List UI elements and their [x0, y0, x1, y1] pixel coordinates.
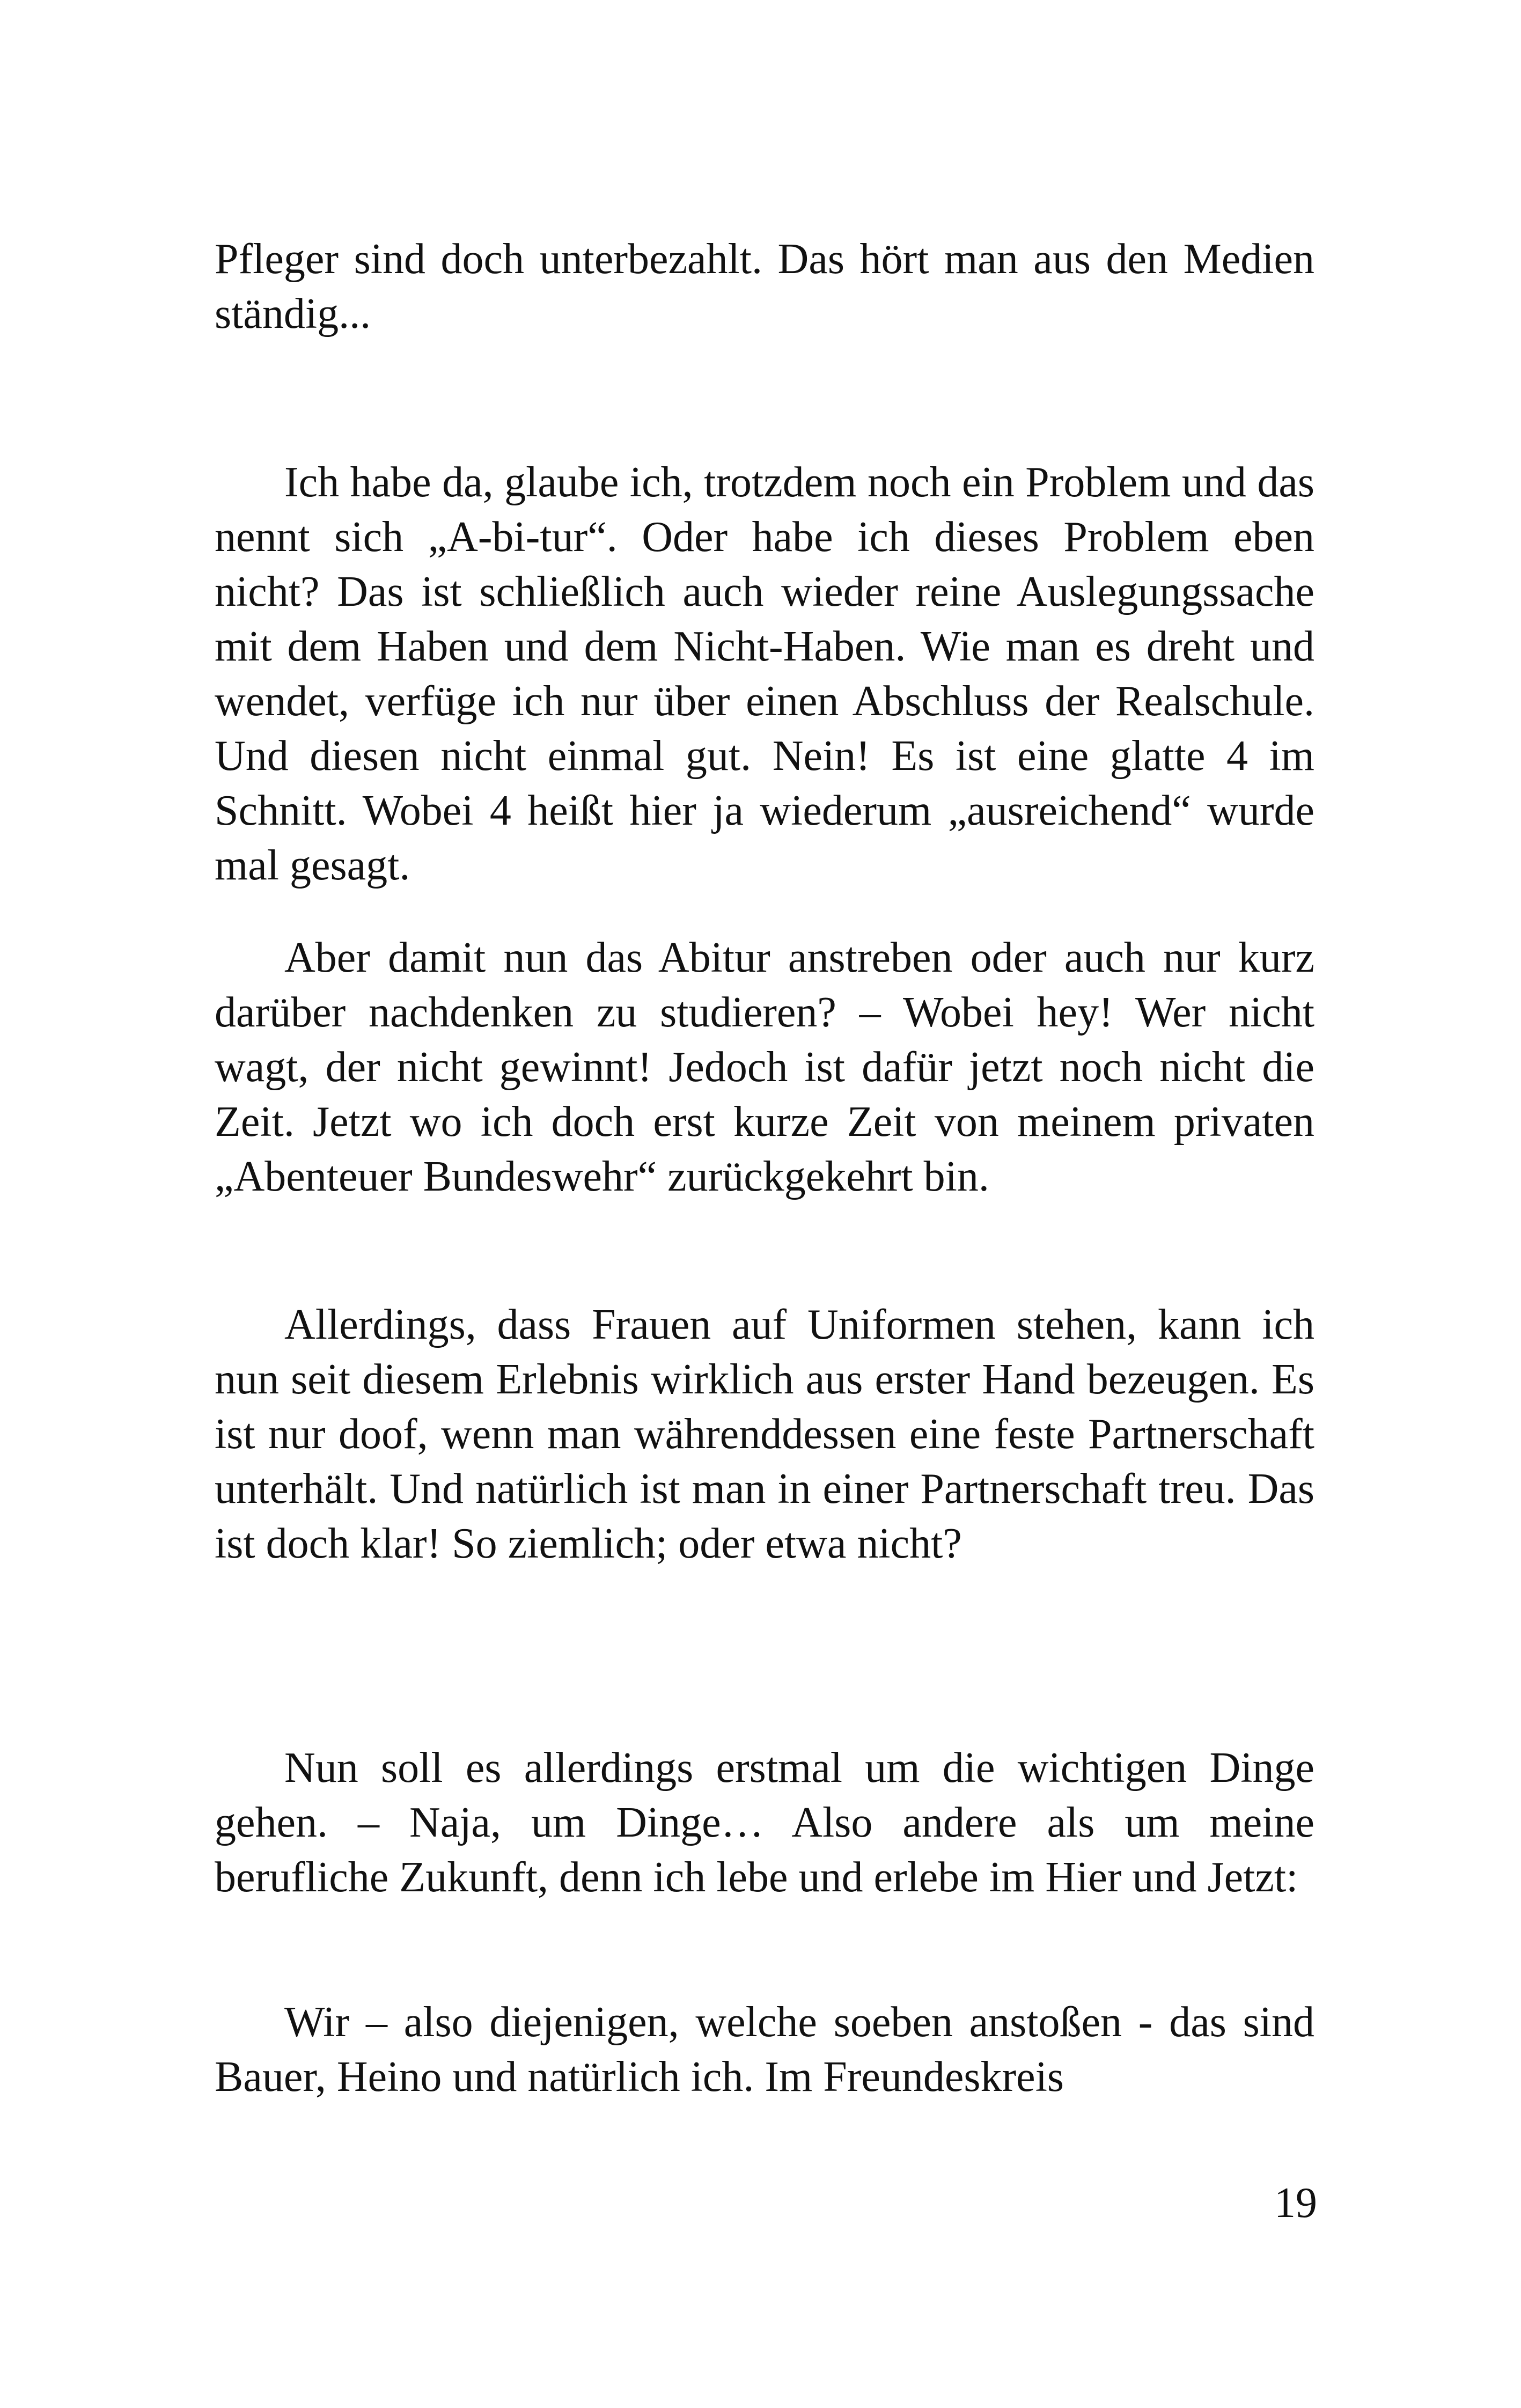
paragraph-dinge: Nun soll es allerdings erstmal um die wichtigen Dinge gehen. – Naja, um Dinge… Also andere als um meine berufliche Zukunft, denn ich lebe und erlebe im Hier und Jetzt: [215, 1744, 1314, 1901]
paragraph-block-4 [215, 1297, 1314, 1571]
paragraph-bundeswehr: Aber damit nun das Abitur anstreben oder auch nur kurz darüber nachdenken zu studieren? – Wobei hey! Wer nicht wagt, der nicht gewinnt! Jedoch ist dafür jetzt noch nicht die Zeit. Jetzt wo ich doch erst kurze Zeit von meinem privaten „Abenteuer Bundeswehr“ zurückgekehrt bin. [215, 934, 1314, 1200]
paragraph-block-6 [215, 1995, 1314, 2104]
paragraph-block-2 [215, 455, 1314, 893]
page-number: 19 [1274, 2179, 1317, 2227]
paragraph-block-5 [215, 1741, 1314, 1905]
paragraph-block-1 [215, 232, 1314, 341]
paragraph-uniformen: Allerdings, dass Frauen auf Uniformen stehen, kann ich nun seit diesem Erlebnis wirklich aus erster Hand bezeugen. Es ist nur doof, wenn man währenddessen eine feste Partnerschaft unterhält. Und natürlich ist man in einer Partnerschaft treu. Das ist doch klar! So ziemlich; oder etwa nicht? [215, 1301, 1314, 1567]
paragraph-continuation: Pfleger sind doch unterbezahlt. Das hört man aus den Medien ständig... [215, 236, 1314, 337]
paragraph-block-3 [215, 930, 1314, 1204]
paragraph-abitur: Ich habe da, glaube ich, trotzdem noch ein Problem und das nennt sich „A-bi-tur“. Oder habe ich dieses Problem eben nicht? Das ist schließlich auch wieder reine Auslegungssache mit dem Haben und dem Nicht-Haben. Wie man es dreht und wendet, verfüge ich nur über einen Abschluss der Realschule. Und diesen nicht einmal gut. Nein! Es ist eine glatte 4 im Schnitt. Wobei 4 heißt hier ja wiederum „ausreichend“ wurde mal gesagt. [215, 459, 1314, 889]
paragraph-freundeskreis: Wir – also diejenigen, welche soeben anstoßen - das sind Bauer, Heino und natürlich ich. Im Freundeskreis [215, 1999, 1314, 2101]
